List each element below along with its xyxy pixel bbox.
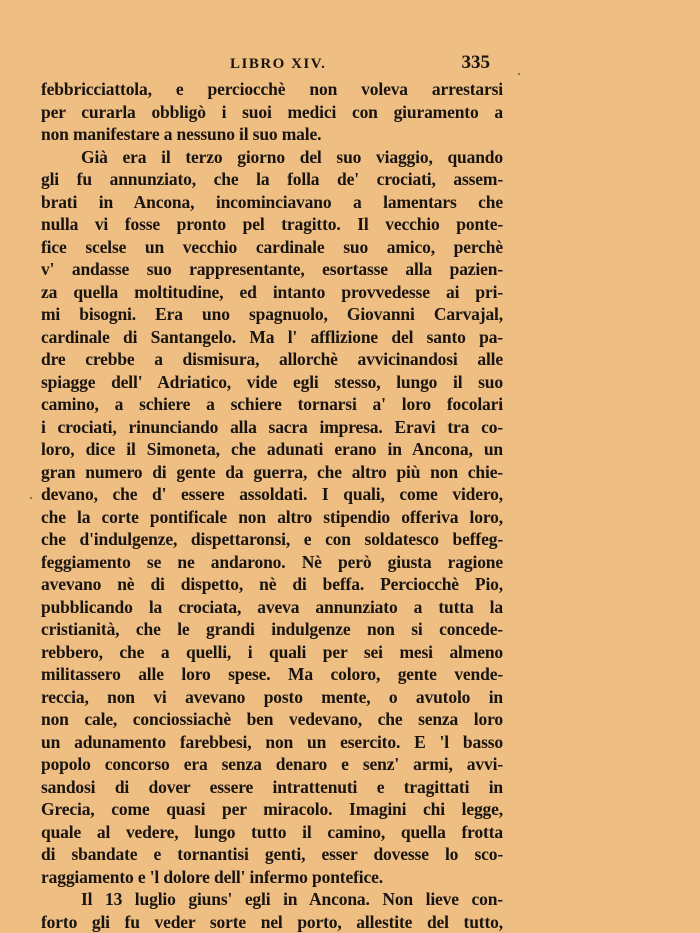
text-line: reccia, non vi avevano posto mente, o avutolo in [41,686,503,709]
text-line: feggiamento se ne andarono. Nè però giusta ragione [41,551,503,574]
text-line: non manifestare a nessuno il suo male. [41,123,503,146]
text-line: za quella moltitudine, ed intanto provvedesse ai pri- [41,281,503,304]
text-line: camino, a schiere a schiere tornarsi a' loro focolari [41,393,503,416]
running-head: LIBRO XIV. [230,56,326,73]
text-line: gran numero di gente da guerra, che altro più non chie- [41,461,503,484]
text-line: popolo concorso era senza denaro e senz' armi, avvi- [41,753,503,776]
body-text [41,78,503,933]
text-line: pubblicando la crociata, aveva annunziato a tutta la [41,596,503,619]
text-line: nulla vi fosse pronto pel tragitto. Il vecchio ponte- [41,213,503,236]
text-line: gli fu annunziato, che la folla de' crociati, assem- [41,168,503,191]
page-header [40,52,490,74]
text-line: brati in Ancona, incominciavano a lamentars che [41,191,503,214]
text-line: forto gli fu veder sorte nel porto, allestite del tutto, [41,911,503,933]
text-line: militassero alle loro spese. Ma coloro, gente vende- [41,663,503,686]
page-number: 335 [462,52,491,74]
text-line: rebbero, che a quelli, i quali per sei mesi almeno [41,641,503,664]
text-line: febbricciattola, e perciocchè non voleva arrestarsi [41,78,503,101]
text-line: raggiamento e 'l dolore dell' infermo pontefice. [41,866,503,889]
text-line: quale al vedere, lungo tutto il camino, quella frotta [41,821,503,844]
text-line: cristianità, che le grandi indulgenze non si concede- [41,618,503,641]
text-line: mi bisogni. Era uno spagnuolo, Giovanni Carvajal, [41,303,503,326]
text-line: fice scelse un vecchio cardinale suo amico, perchè [41,236,503,259]
text-line: Già era il terzo giorno del suo viaggio, quando [41,146,503,169]
text-line: sandosi di dover essere intrattenuti e tragittati in [41,776,503,799]
text-line: loro, dice il Simoneta, che adunati erano in Ancona, un [41,438,503,461]
text-line: i crociati, rinunciando alla sacra impresa. Eravi tra co- [41,416,503,439]
text-line: dre crebbe a dismisura, allorchè avvicinandosi alle [41,348,503,371]
text-line: cardinale di Santangelo. Ma l' afflizione del santo pa- [41,326,503,349]
paper-speck [30,497,32,499]
text-line: non cale, conciossiachè ben vedevano, che senza loro [41,708,503,731]
text-line: Grecia, come quasi per miracolo. Imagini chi legge, [41,798,503,821]
paper-speck [518,73,520,75]
text-line: che d'indulgenze, dispettaronsi, e con soldatesco beffeg- [41,528,503,551]
text-line: Il 13 luglio giuns' egli in Ancona. Non lieve con- [41,888,503,911]
text-line: avevano nè di dispetto, nè di beffa. Perciocchè Pio, [41,573,503,596]
text-line: che la corte pontificale non altro stipendio offeriva loro, [41,506,503,529]
text-line: v' andasse suo rappresentante, esortasse alla pazien- [41,258,503,281]
text-line: devano, che d' essere assoldati. I quali, come videro, [41,483,503,506]
text-line: spiagge dell' Adriatico, vide egli stesso, lungo il suo [41,371,503,394]
text-line: di sbandate e tornantisi genti, esser dovesse lo sco- [41,843,503,866]
text-line: per curarla obbligò i suoi medici con giuramento a [41,101,503,124]
text-line: un adunamento farebbesi, non un esercito. E 'l basso [41,731,503,754]
